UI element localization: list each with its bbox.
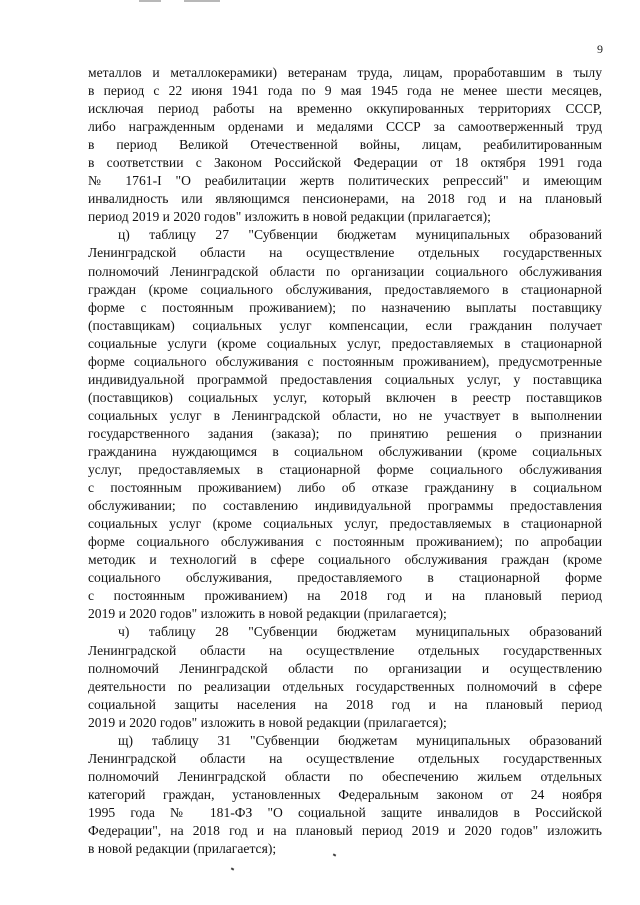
text-line: в период с 22 июня 1941 года по 9 мая 1945 года не менее шести месяцев, [88,83,602,99]
text-line: металлов и металлокерамики) ветеранам труда, лицам, проработавшим в тылу [88,65,602,80]
text-line: гражданина нуждающимся в социальном обслуживании (кроме социальных [88,443,602,459]
text-line: услуг, предоставляемых в стационарной форме социального обслуживания [88,462,602,478]
scan-artifact [139,0,161,2]
text-line: обслуживании; по составлению индивидуальной программы предоставления [88,498,602,514]
text-line: категорий граждан, установленных Федеральным законом от 24 ноября [88,786,602,802]
text-line: социального обслуживания, предоставляемого в стационарной форме [88,570,602,586]
text-line: полномочий Ленинградской области по обеспечению жильем отдельных [88,768,602,784]
text-line: (поставщиков) социальных услуг, который включен в реестр поставщиков [88,389,602,405]
text-line: в новой редакции (прилагается); [88,841,277,857]
text-line: Ленинградской области на осуществление отдельных государственных [88,245,602,261]
text-line: в период Великой Отечественной войны, лицам, реабилитированным [88,137,602,153]
scan-artifact [184,0,220,2]
scan-speck [231,867,235,870]
page-number: 9 [597,42,603,56]
text-line: методик и технологий в сфере социального обслуживания граждан (кроме [88,552,602,568]
text-line: с постоянным проживанием) на 2018 год и на плановый период [88,588,602,604]
text-line: (поставщикам) социальных услуг компенсации, если гражданин получает [88,317,602,333]
text-line: 2019 и 2020 годов" изложить в новой редакции (прилагается); [88,714,447,730]
text-line: с постоянным проживанием) либо об отказе гражданину в социальном [88,480,602,496]
text-line: форме социального обслуживания с постоянным проживанием), предусмотренные [88,353,602,369]
text-line: форме с постоянным проживанием); по назначению выплаты поставщику [88,299,602,315]
text-line: индивидуальной программой предоставления социальных услуг, у поставщика [88,371,602,387]
text-line: граждан (кроме социального обслуживания, предоставляемого в стационарной [88,281,602,297]
text-line: либо награжденным орденами и медалями СССР за самоотверженный труд [88,119,602,135]
text-line: Федерации", на 2018 год и на плановый период 2019 и 2020 годов" изложить [88,822,602,838]
text-line: социальных услуг (кроме социальных услуг, предоставляемых в стационарной [88,516,602,532]
text-line: в соответствии с Законом Российской Федерации от 18 октября 1991 года [88,155,602,171]
text-line: Ленинградской области на осуществление отдельных государственных [88,750,602,766]
text-line: инвалидность или являющимся пенсионерами, на 2018 год и на плановый [88,191,602,207]
text-line: 1995 года № 181-ФЗ "О социальной защите инвалидов в Российской [88,804,602,820]
text-line: № 1761-I "О реабилитации жертв политических репрессий" и имеющим [88,173,602,189]
text-line: социальных услуг в Ленинградской области, но не участвует в выполнении [88,407,602,423]
text-line: Ленинградской области на осуществление отдельных государственных [88,642,602,658]
text-line: полномочий Ленинградской области по организации социального обслуживания [88,263,602,279]
text-line: социальной защиты населения на 2018 год и на плановый период [88,696,602,712]
text-line: государственного задания (заказа); по принятию решения о признании [88,425,602,441]
document-body [88,64,602,858]
text-line: форме социального обслуживания с постоянным проживанием); по апробации [88,534,602,550]
text-line: период 2019 и 2020 годов" изложить в новой редакции (прилагается); [88,209,491,225]
text-line: исключая период работы на временно оккупированных территориях СССР, [88,101,602,117]
text-line: полномочий Ленинградской области по организации и осуществлению [88,660,602,676]
paragraph-first-line: щ) таблицу 31 "Субвенции бюджетам муниципальных образований [118,732,602,748]
text-line: социальные услуги (кроме социальных услуг, предоставляемых в стационарной [88,335,602,351]
paragraph-first-line: ч) таблицу 28 "Субвенции бюджетам муниципальных образований [118,624,602,640]
text-line: 2019 и 2020 годов" изложить в новой редакции (прилагается); [88,606,447,622]
paragraph-first-line: ц) таблицу 27 "Субвенции бюджетам муниципальных образований [118,227,602,243]
text-line: деятельности по реализации отдельных государственных полномочий в сфере [88,678,602,694]
